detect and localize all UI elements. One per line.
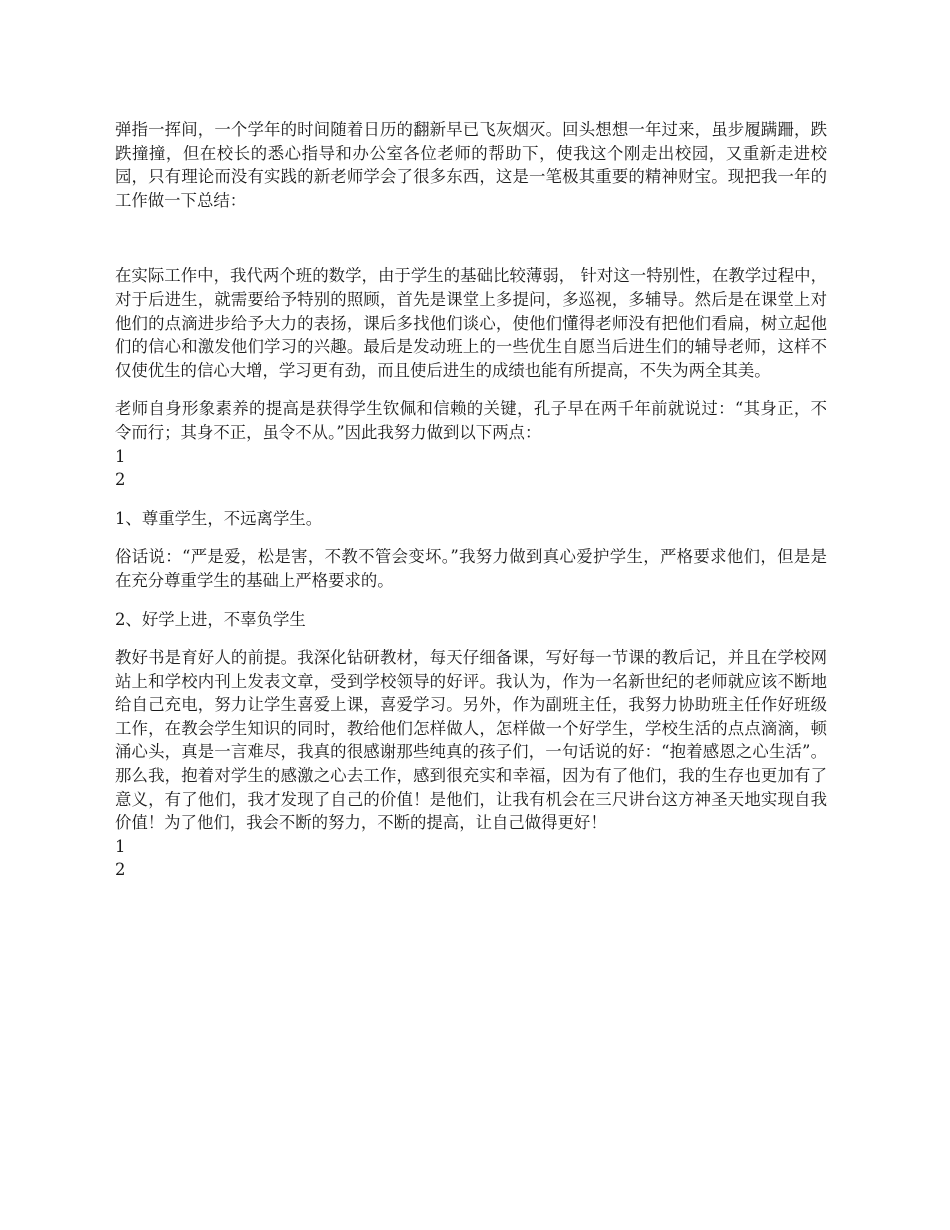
teacher-image-paragraph: 老师自身形象素养的提高是获得学生钦佩和信赖的关键，孔子早在两千年前就说过：“其身正，不令而行；其身不正，虽令不从。”因此我努力做到以下两点：	[115, 399, 827, 442]
intro-paragraph: 弹指一挥间，一个学年的时间随着日历的翻新早已飞灰烟灭。回头想想一年过来，虽步履蹒跚，跌跌撞撞，但在校长的悉心指导和办公室各位老师的帮助下，使我这个刚走出校园，又重新走进校园，只有理论而没有实践的新老师学会了很多东西，这是一笔极其重要的精神财宝。现把我一年的工作做一下总结：	[115, 120, 827, 210]
point-1-paragraph: 俗话说：“严是爱，松是害，不教不管会变坏。”我努力做到真心爱护学生，严格要求他们，但是是在充分尊重学生的基础上严格要求的。	[115, 547, 827, 590]
point-2-heading: 2、好学上进，不辜负学生	[115, 609, 306, 629]
practice-paragraph: 在实际工作中，我代两个班的数学，由于学生的基础比较薄弱， 针对这一特别性，在教学过程中，对于后进生，就需要给予特别的照顾，首先是课堂上多提问，多巡视，多辅导。然后是在课堂上对他们的点滴进步给予大力的表扬，课后多找他们谈心，使他们懂得老师没有把他们看扁，树立起他们的信心和激发他们学习的兴趣。最后是发动班上的一些优生自愿当后进生们的辅导老师，这样不仅使优生的信心大增，学习更有劲，而且使后进生的成绩也能有所提高，不失为两全其美。	[115, 266, 827, 380]
point-1-heading: 1、尊重学生，不远离学生。	[115, 508, 323, 528]
list-number: 2	[115, 860, 126, 880]
point-2-paragraph: 教好书是育好人的前提。我深化钻研教材，每天仔细备课，写好每一节课的教后记，并且在学校网站上和学校内刊上发表文章，受到学校领导的好评。我认为，作为一名新世纪的老师就应该不断地给自己充电，努力让学生喜爱上课，喜爱学习。另外，作为副班主任，我努力协助班主任作好班级工作，在教会学生知识的同时，教给他们怎样做人，怎样做一个好学生，学校生活的点点滴滴，顿涌心头，真是一言难尽，我真的很感谢那些纯真的孩子们，一句话说的好：“抱着感恩之心生活”。那么我，抱着对学生的感激之心去工作，感到很充实和幸福，因为有了他们，我的生存也更加有了意义，有了他们，我才发现了自己的价值！是他们，让我有机会在三尺讲台这方神圣天地实现自我价值！为了他们，我会不断的努力，不断的提高，让自己做得更好！	[115, 648, 827, 833]
list-number: 2	[115, 470, 126, 490]
list-number: 1	[115, 446, 126, 466]
document-body	[115, 118, 827, 882]
list-number: 1	[115, 836, 126, 856]
